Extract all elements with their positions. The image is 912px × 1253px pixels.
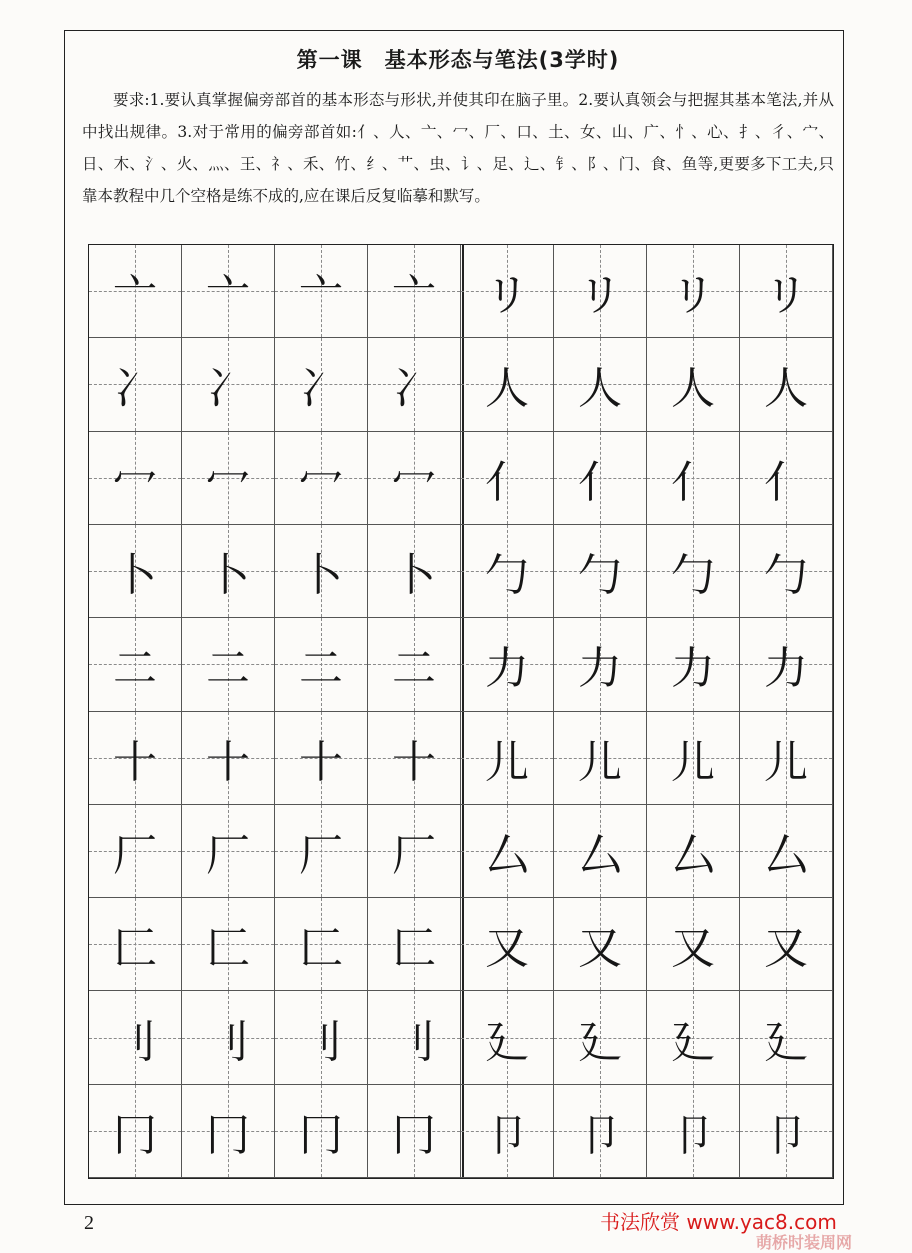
practice-cell: [740, 805, 833, 898]
practice-cell: [461, 805, 554, 898]
practice-character: 二: [392, 643, 436, 695]
practice-character: 二: [299, 643, 343, 695]
practice-character: 廴: [578, 1016, 622, 1068]
practice-cell: [368, 712, 461, 805]
practice-cell: [461, 618, 554, 711]
practice-cell: [740, 338, 833, 431]
practice-character: 儿: [485, 736, 529, 788]
practice-character: 冫: [113, 363, 157, 415]
practice-cell: [275, 991, 368, 1084]
practice-character: 亠: [113, 270, 157, 322]
practice-character: 卩: [485, 1109, 529, 1161]
practice-character: 二: [206, 643, 250, 695]
practice-cell: [182, 338, 275, 431]
practice-cell: [647, 991, 740, 1084]
practice-cell: [554, 898, 647, 991]
practice-cell: [461, 898, 554, 991]
practice-cell: [275, 338, 368, 431]
practice-cell: [461, 525, 554, 618]
practice-character: 厶: [578, 829, 622, 881]
practice-cell: [647, 432, 740, 525]
practice-character: 匚: [113, 923, 157, 975]
practice-cell: [89, 432, 182, 525]
practice-cell: [89, 245, 182, 338]
practice-cell: [461, 1085, 554, 1178]
practice-character: 亠: [206, 270, 250, 322]
practice-cell: [647, 245, 740, 338]
practice-character: 卩: [764, 1109, 808, 1161]
practice-character: 冫: [299, 363, 343, 415]
practice-cell: [89, 898, 182, 991]
practice-character: 卜: [113, 550, 157, 602]
practice-cell: [275, 1085, 368, 1178]
practice-cell: [554, 805, 647, 898]
practice-cell: [368, 338, 461, 431]
practice-character: 卜: [206, 550, 250, 602]
practice-character: リ: [671, 270, 715, 322]
practice-character: 又: [578, 923, 622, 975]
practice-cell: [89, 991, 182, 1084]
practice-cell: [554, 618, 647, 711]
lesson-title: 第一课 基本形态与笔法(3学时): [296, 48, 620, 72]
practice-character: 人: [578, 363, 622, 415]
practice-character: 十: [392, 736, 436, 788]
lesson-header: [78, 40, 838, 212]
practice-character: 亻: [764, 456, 808, 508]
practice-cell: [647, 525, 740, 618]
practice-character: 又: [671, 923, 715, 975]
practice-character: 卜: [392, 550, 436, 602]
practice-cell: [740, 525, 833, 618]
practice-cell: [647, 618, 740, 711]
practice-cell: [275, 712, 368, 805]
practice-cell: [461, 245, 554, 338]
practice-cell: [554, 432, 647, 525]
practice-cell: [89, 525, 182, 618]
practice-cell: [89, 1085, 182, 1178]
practice-character: 亻: [578, 456, 622, 508]
practice-character: 冖: [392, 456, 436, 508]
requirements-text: 要求:1.要认真掌握偏旁部首的基本形态与形状,并使其印在脑子里。2.要认真领会与把握其基本笔法,并从中找出规律。3.对于常用的偏旁部首如:亻、人、亠、冖、厂、口、土、女、山、广、忄、心、扌、彳、宀、日、木、氵、火、灬、王、礻、禾、竹、纟、艹、虫、讠、足、辶、钅、阝、门、食、鱼等,更要多下工夫,只靠本教程中几个空格是练不成的,应在课后反复临摹和默写。: [82, 91, 834, 205]
practice-character: 冂: [206, 1109, 250, 1161]
practice-cell: [275, 898, 368, 991]
practice-cell: [182, 712, 275, 805]
practice-character: 勹: [485, 550, 529, 602]
practice-character: 厂: [299, 829, 343, 881]
practice-character: 卜: [299, 550, 343, 602]
practice-character: 卩: [578, 1109, 622, 1161]
practice-cell: [647, 898, 740, 991]
practice-cell: [647, 712, 740, 805]
practice-character: 勹: [578, 550, 622, 602]
practice-character: 刂: [299, 1016, 343, 1068]
practice-cell: [275, 805, 368, 898]
practice-character: 冖: [113, 456, 157, 508]
site-watermark: 书法欣赏 www.yac8.com: [600, 1210, 837, 1234]
practice-character: 廴: [671, 1016, 715, 1068]
page-number: 2: [84, 1212, 94, 1234]
practice-cell: [275, 618, 368, 711]
practice-character: 冂: [392, 1109, 436, 1161]
practice-character: 人: [485, 363, 529, 415]
secondary-watermark: 萌桥时装周网: [756, 1233, 853, 1252]
practice-character: 十: [299, 736, 343, 788]
practice-character: 厶: [764, 829, 808, 881]
practice-character: 勹: [764, 550, 808, 602]
practice-cell: [368, 991, 461, 1084]
practice-cell: [89, 712, 182, 805]
practice-cell: [740, 712, 833, 805]
practice-cell: [740, 245, 833, 338]
practice-character: 二: [113, 643, 157, 695]
practice-character: 力: [764, 643, 808, 695]
practice-character: 廴: [485, 1016, 529, 1068]
practice-character: 冂: [299, 1109, 343, 1161]
practice-character: 冂: [113, 1109, 157, 1161]
practice-cell: [554, 1085, 647, 1178]
practice-cell: [182, 245, 275, 338]
practice-character: 力: [671, 643, 715, 695]
practice-character: 卩: [671, 1109, 715, 1161]
practice-cell: [554, 338, 647, 431]
practice-character: 又: [485, 923, 529, 975]
practice-cell: [182, 432, 275, 525]
practice-cell: [275, 525, 368, 618]
practice-cell: [554, 245, 647, 338]
practice-cell: [89, 338, 182, 431]
practice-character: 力: [578, 643, 622, 695]
practice-cell: [647, 338, 740, 431]
practice-cell: [368, 805, 461, 898]
practice-cell: [740, 991, 833, 1084]
practice-character: 人: [764, 363, 808, 415]
practice-cell: [368, 432, 461, 525]
practice-cell: [275, 432, 368, 525]
practice-cell: [182, 525, 275, 618]
practice-character: 冫: [206, 363, 250, 415]
practice-cell: [461, 432, 554, 525]
practice-character: 又: [764, 923, 808, 975]
practice-cell: [740, 618, 833, 711]
practice-character: 刂: [392, 1016, 436, 1068]
practice-character: 厶: [671, 829, 715, 881]
practice-cell: [89, 805, 182, 898]
practice-character: 匚: [206, 923, 250, 975]
practice-character: 匚: [299, 923, 343, 975]
practice-cell: [368, 1085, 461, 1178]
practice-cell: [89, 618, 182, 711]
practice-character: 儿: [764, 736, 808, 788]
practice-cell: [368, 245, 461, 338]
practice-cell: [740, 432, 833, 525]
practice-character: 亠: [392, 270, 436, 322]
practice-cell: [368, 618, 461, 711]
practice-cell: [368, 525, 461, 618]
practice-character: 勹: [671, 550, 715, 602]
practice-cell: [182, 991, 275, 1084]
practice-cell: [182, 805, 275, 898]
practice-character: 冫: [392, 363, 436, 415]
practice-character: 十: [206, 736, 250, 788]
practice-cell: [740, 898, 833, 991]
practice-cell: [461, 712, 554, 805]
practice-character: 亻: [671, 456, 715, 508]
practice-cell: [554, 525, 647, 618]
practice-cell: [554, 712, 647, 805]
practice-character: 厶: [485, 829, 529, 881]
practice-cell: [182, 618, 275, 711]
practice-character: 儿: [578, 736, 622, 788]
practice-cell: [275, 245, 368, 338]
practice-character: 十: [113, 736, 157, 788]
practice-character: 厂: [113, 829, 157, 881]
practice-character: 力: [485, 643, 529, 695]
practice-cell: [182, 898, 275, 991]
practice-character: 人: [671, 363, 715, 415]
practice-cell: [368, 898, 461, 991]
practice-character: 厂: [392, 829, 436, 881]
practice-character: 亠: [299, 270, 343, 322]
practice-cell: [647, 1085, 740, 1178]
practice-cell: [740, 1085, 833, 1178]
practice-character: 匚: [392, 923, 436, 975]
practice-character: 亻: [485, 456, 529, 508]
practice-character: 廴: [764, 1016, 808, 1068]
practice-cell: [461, 991, 554, 1084]
practice-grid: [88, 244, 834, 1179]
practice-cell: [647, 805, 740, 898]
practice-character: リ: [764, 270, 808, 322]
practice-character: リ: [578, 270, 622, 322]
practice-character: リ: [485, 270, 529, 322]
practice-cell: [461, 338, 554, 431]
practice-cell: [554, 991, 647, 1084]
practice-character: 儿: [671, 736, 715, 788]
practice-character: 刂: [113, 1016, 157, 1068]
practice-character: 冖: [299, 456, 343, 508]
practice-character: 厂: [206, 829, 250, 881]
practice-cell: [182, 1085, 275, 1178]
practice-character: 刂: [206, 1016, 250, 1068]
practice-character: 冖: [206, 456, 250, 508]
